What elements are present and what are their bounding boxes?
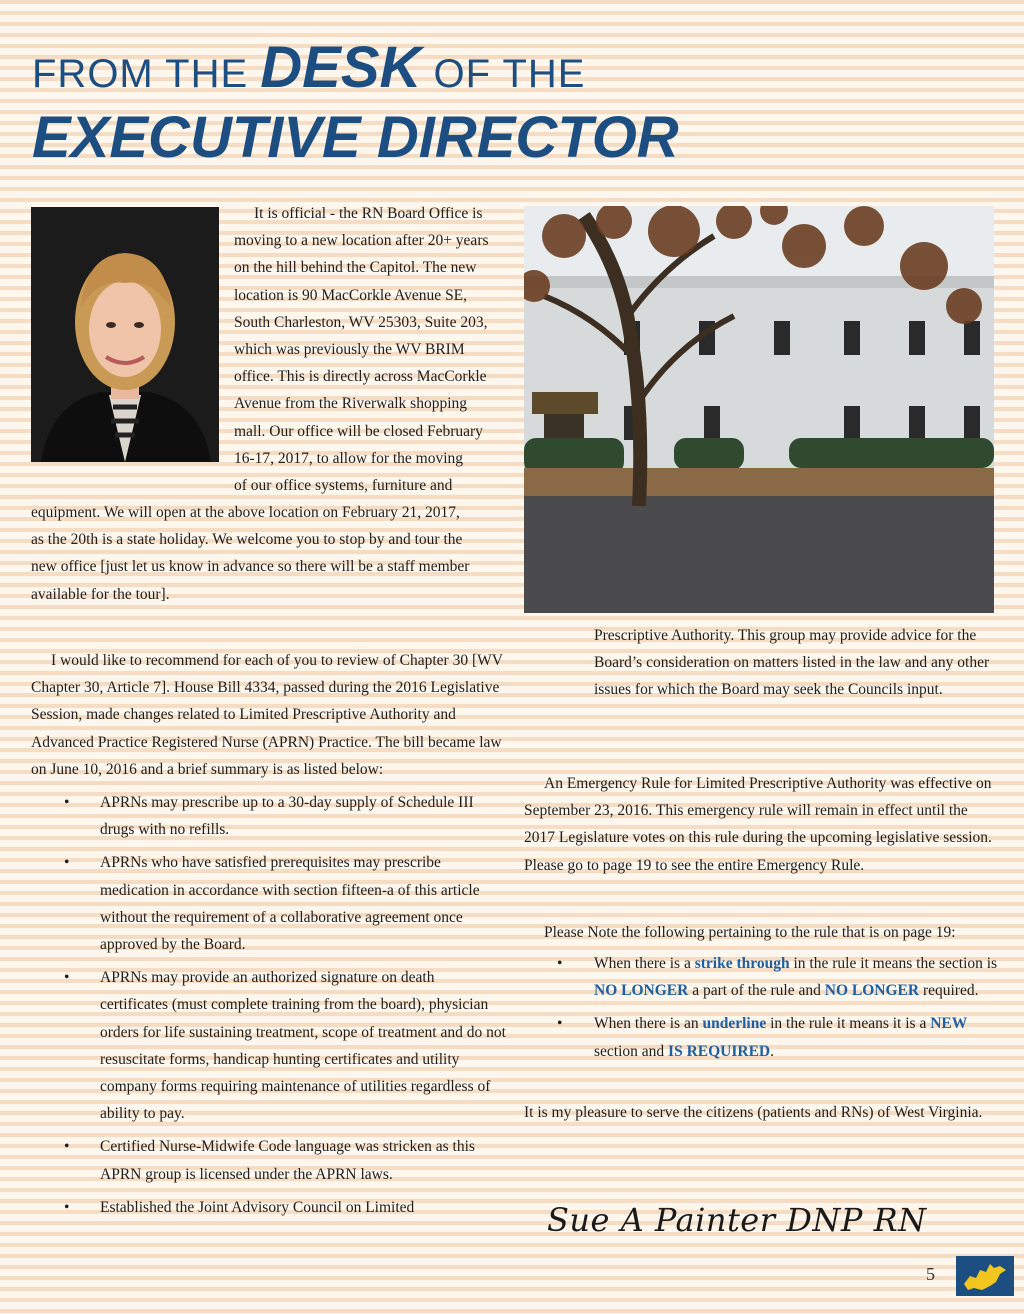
header-text-of-the: OF THE [421,52,586,96]
list-item-text: APRNs may prescribe up to a 30-day supply of Schedule III drugs with no refills. [100,794,474,839]
note-highlight: strike through [694,955,790,973]
bullet-icon: • [64,1198,70,1216]
note-highlight: NEW [930,1015,968,1033]
portrait-photo [31,207,219,462]
building-illustration [524,206,994,613]
right-column [524,770,999,1126]
page-number: 5 [926,1264,935,1284]
page-header [32,35,679,170]
west-virginia-map-icon [956,1256,1014,1296]
intro-line: new office [just let us know in advance so there will be a staff member [31,558,470,576]
left-column [31,647,506,1227]
signature: Sue A Painter DNP RN [547,1201,927,1239]
intro-line: moving to a new location after 20+ years [234,232,489,250]
list-item [31,1194,506,1221]
intro-line: 16-17, 2017, to allow for the moving [234,449,464,467]
list-item [31,1133,506,1187]
header-text-desk: DESK [260,35,422,100]
intro-line: Avenue from the Riverwalk shopping [234,395,468,413]
list-item [524,1010,999,1064]
intro-line: It is official - the RN Board Office is [254,205,483,222]
note-text: section and [594,1042,669,1060]
closing-paragraph: It is my pleasure to serve the citizens (patients and RNs) of West Virginia. [524,1103,983,1121]
bullet-icon: • [64,794,70,812]
note-text: When there is an [594,1015,703,1033]
intro-line: South Charleston, WV 25303, Suite 203, [234,313,488,331]
intro-paragraph-bottom [31,499,506,608]
wv-map-shape [956,1256,1014,1296]
note-highlight: NO LONGER [824,982,920,1000]
intro-line: location is 90 MacCorkle Avenue SE, [234,286,468,304]
note-text: in the rule it means it is a [766,1015,931,1033]
right-column-continuation [594,622,994,704]
header-text-from-the: FROM THE [32,52,261,96]
note-highlight: IS REQUIRED [668,1042,771,1060]
list-item-text: APRNs who have satisfied prerequisites may prescribe medication in accordance with section fifteen-a of this article without the requirement of a collaborative agreement once approved by the Board. [100,854,480,954]
intro-line: office. This is directly across MacCorkle [234,368,487,386]
note-text: . [770,1042,774,1060]
list-item-text: Certified Nurse-Midwife Code language was stricken as this APRN group is licensed under the APRN laws. [100,1138,475,1183]
advisory-council-text: Prescriptive Authority. This group may provide advice for the Board’s consideration on matters listed in the law and any other issues for which the Board may seek the Councils input. [594,627,990,699]
intro-line: equipment. We will open at the above location on February 21, 2017, [31,504,460,521]
intro-line: available for the tour]. [31,585,170,603]
header-line-2: EXECUTIVE DIRECTOR [32,105,679,170]
bullet-icon: • [64,1138,70,1156]
office-building-photo [524,206,994,613]
note-intro: Please Note the following pertaining to the rule that is on page 19: [544,923,956,941]
list-item [524,950,999,1004]
list-item-text: Established the Joint Advisory Council on Limited [100,1198,415,1216]
intro-paragraph-top [234,200,506,499]
note-text: in the rule it means the section is [789,955,998,973]
note-list [524,950,999,1065]
hb4334-paragraph: I would like to recommend for each of you to review of Chapter 30 [WV Chapter 30, Article 7]. House Bill 4334, passed during the 2016 Legislative Session, made changes related to Limited Prescriptive Authority and Advanced Practice Registered Nurse (APRN) Practice. The bill became law on June 10, 2016 and a brief summary is as listed below: [31,652,503,778]
list-item-text: APRNs may provide an authorized signature on death certificates (must complete training from the board), physician orders for life sustaining treatment, scope of treatment and do not resuscitate forms, handicap hunting certificates and utility company forms requiring maintenance of utilities regardless of ability to pay. [100,969,506,1123]
intro-line: as the 20th is a state holiday. We welcome you to stop by and tour the [31,531,463,549]
bullet-icon: • [64,969,70,987]
intro-line: of our office systems, furniture and [234,477,453,495]
note-text: required. [919,982,979,1000]
list-item [31,849,506,958]
list-item [31,789,506,843]
bullet-icon: • [557,955,563,973]
note-highlight: underline [702,1015,767,1033]
note-text: When there is a [594,955,695,973]
intro-line: mall. Our office will be closed February [234,422,483,440]
header-line-1 [32,35,679,104]
note-highlight: NO LONGER [594,982,689,1000]
intro-line: which was previously the WV BRIM [234,341,465,359]
bullet-icon: • [64,854,70,872]
summary-list [31,789,506,1221]
list-item [31,964,506,1127]
note-text: a part of the rule and [688,982,825,1000]
intro-line: on the hill behind the Capitol. The new [234,259,477,277]
emergency-rule-paragraph: An Emergency Rule for Limited Prescriptive Authority was effective on September 23, 2016. This emergency rule will remain in effect until the 2017 Legislature votes on this rule during the upcoming legislative session. Please go to page 19 to see the entire Emergency Rule. [524,775,992,874]
portrait-illustration [31,207,219,462]
bullet-icon: • [557,1015,563,1033]
